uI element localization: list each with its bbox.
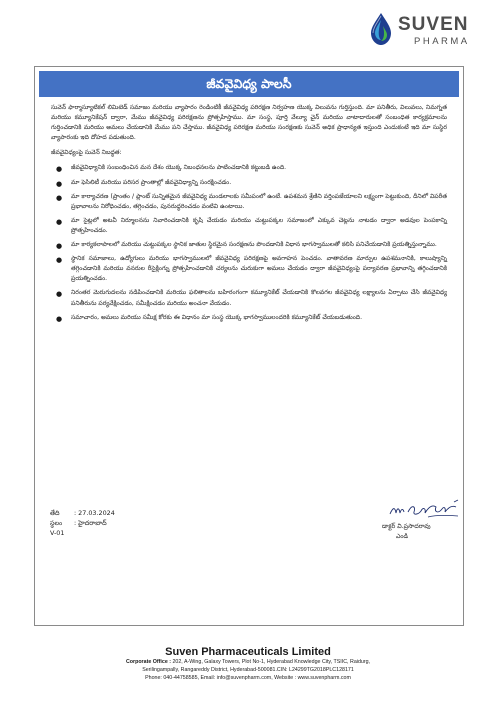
list-item: ● మా సైట్లలో అటవీ నిర్మూలనను నివారించడానికి కృషి చేయడం మరియు చుట్టుపక్కల సమాజంలో ఎక్కువ చెట్లను నాటడం ద్వారా అడవుల పెంపకాన్ని ప్రోత్సహించడం.: [56, 216, 447, 234]
bullet-icon: ●: [56, 179, 63, 188]
commitments-list: [51, 163, 447, 322]
date-value: : 27.03.2024: [74, 509, 115, 517]
list-item: ● సమాచారం, అమలు మరియు సమీక్ష కోరకు ఈ విధానం మా సంస్థ యొక్క భాగస్వాములందరికి కమ్యూనికేట్ చేయబడుతుంది.: [56, 313, 363, 323]
company-logo: [368, 10, 478, 50]
document-meta: [50, 508, 115, 538]
footer-address-line-1: [0, 658, 496, 666]
bullet-icon: ●: [56, 193, 63, 202]
place-row: [50, 518, 115, 528]
date-label: తేది: [50, 509, 60, 517]
place-value: : హైదరాబాద్: [74, 519, 107, 527]
footer: [0, 646, 496, 682]
signatory-title: ఎండి: [396, 533, 409, 540]
list-item: ● నిరంతర మెరుగుదలను నడిపించడానికి మరియు ఫలితాలను బహిరంగంగా కమ్యూనికేట్ చేయడానికి కొలవగల జీవవైవిధ్య లక్ష్యాలను ఏర్పాటు చేసి జీవవైవిధ్య పనితీరును పర్యవేక్షించడం, సమీక్షించడం మరియు అంచనా వేయడం.: [56, 289, 447, 307]
signature-block: [376, 498, 466, 552]
bullet-icon: ●: [56, 217, 63, 226]
list-item: ● స్థానిక సమాజాలు, ఉద్యోగులు మరియు భాగస్వాములలో జీవవైవిధ్య పరిరక్షణపై అవగాహన పెంచడం. వాతావరణ మార్పుల ఉపశమనానికి, కాలుష్యాన్ని తగ్గించడానికి మరియు వనరుల రీసైక్లింగ్ను ప్రోత్సహించడానికి చర్యలను చురుకుగా అమలు చేయడం ద్వారా జీవవైవిధ్యంపై పర్యావరణ ప్రభావాన్ని తగ్గించడానికి ప్రయత్నించడం.: [56, 255, 447, 283]
droplet-logo-icon: [368, 12, 394, 46]
policy-body: [51, 103, 447, 327]
bullet-icon: ●: [56, 290, 63, 299]
office-label: Corporate Office :: [125, 659, 171, 665]
footer-company-name: Suven Pharmaceuticals Limited: [165, 646, 331, 658]
intro-paragraph: సువెన్ ఫార్మాస్యూటికల్ లిమిటెడ్ సమాజం మరియు వ్యాపారం రెండింటికీ జీవవైవిధ్య పరిరక్షణ నిర్వహణ యొక్క విలువను గుర్తిస్తుంది. మా పనితీరు, విలువలు, నిమగ్నత మరియు కమ్యూనికేషన్ ద్వారా, మేము జీవవైవిధ్య పరిరక్షణను ప్రోత్సహిస్తాము. మా సంస్థ, పూర్తి వేల్యూ చైన్ మరియు వాటాదారులతో సంబంధిత కార్యక్రమాలను గుర్తించడానికి మరియు అమలు చేయడానికి మేము పని చేస్తాము. జీవవైవిధ్య పరిరక్షణ మరియు సంరక్షణకు సువెన్ అధిక ప్రాధాన్యత ఇస్తుంది ఎందుకంటే ఇది మా సుస్థిర వ్యాపారంకు ఇది దోహద పడుతుంది.: [51, 104, 447, 142]
office-address: 202, A-Wing, Galaxy Towers, Plot No-1, Hyderabad Knowledge City, TSIIC, Raidurg,: [171, 659, 371, 665]
list-item: ● మా కార్యాచరణ (ప్రాంతం / ప్లాంట్ సున్నితమైన జీవవైవిధ్య మండలాలకు సమీపంలో ఉంటే. ఉపశమన శ్రేణిని వర్తింపజేయాలని లక్ష్యంగా పెట్టుకుంది, దీనిలో విపరీత ప్రభావాలను నిరోధించడం, తగ్గించడం, పునరుద్ధరించడం వంటివి ఉంటాయి.: [56, 192, 447, 210]
list-item: ● జీవవైవిధ్యానికి సంబంధించిన మన దేశం యొక్క నిబంధనలను పాటించడానికి కట్టుబడి ఉంది.: [56, 164, 287, 174]
bullet-icon: ●: [56, 242, 63, 251]
bullet-icon: ●: [56, 165, 63, 174]
logo-wordmark: SUVEN: [398, 14, 469, 35]
policy-title-banner: జీవవైవిధ్య పాలసీ: [39, 71, 459, 97]
handwritten-signature-icon: [388, 498, 462, 520]
footer-contact-line: Phone: 040-44758585, Email: info@suvenpharm.com, Website : www.suvenpharm.com: [145, 675, 351, 681]
version-label: V-01: [50, 529, 65, 537]
bullet-icon: ●: [56, 314, 63, 323]
signatory-name: డాక్టర్ వి.ప్రసాదరావు: [382, 523, 431, 530]
commitments-heading: జీవవైవిధ్యంపై సువెన్ నిబద్ధత:: [51, 149, 122, 157]
list-item: ● మా ఫెసిలిటీ మరియు పరిసర ప్రాంతాల్లో జీవవైవిధ్యాన్ని సంరక్షించడం.: [56, 178, 232, 188]
place-label: స్థలం: [50, 519, 63, 527]
list-item: ● మా కార్యకలాపాలలో మరియు చుట్టుపక్కల స్థానిక జాతుల స్థిరమైన సంరక్షణను పొందడానికి విధాన భాగస్వాములతో కలిసి పనిచేయడానికి ప్రయత్నిస్తున్నాము.: [56, 241, 437, 251]
logo-subtitle: PHARMA: [414, 36, 470, 47]
footer-address-line-2: Serilingampally, Rangareddy District, Hyderabad-500081.CIN: L24299TG2018PLC128171: [142, 667, 354, 673]
bullet-icon: ●: [56, 256, 63, 265]
date-row: [50, 508, 115, 518]
